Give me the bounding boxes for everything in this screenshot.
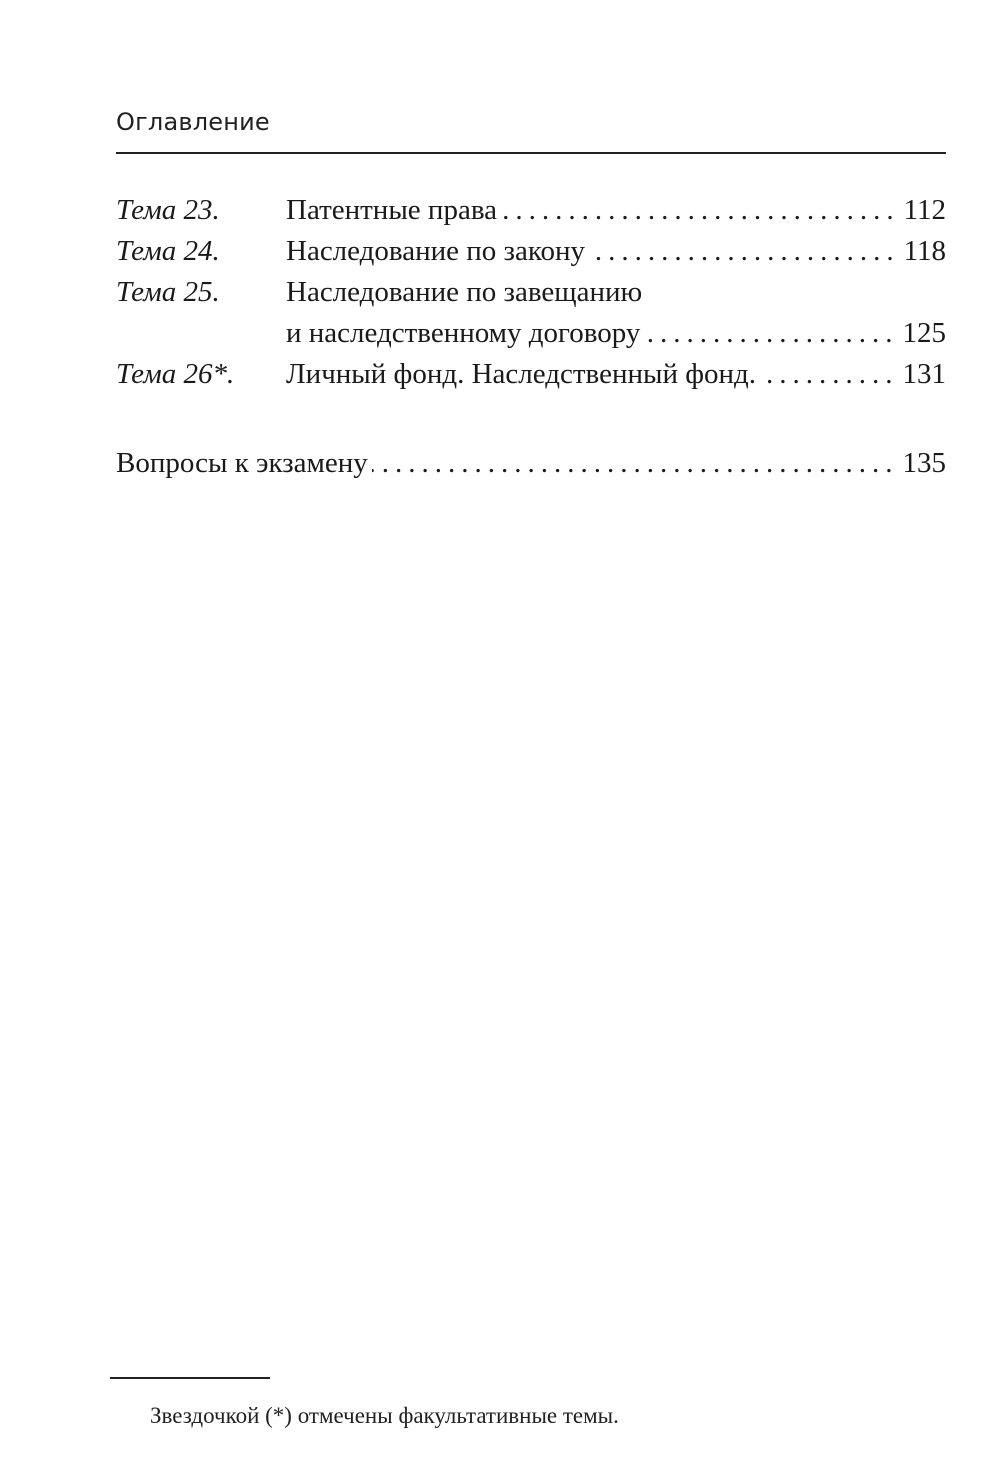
toc-entry-page: 135 xyxy=(902,447,946,479)
running-head: Оглавление xyxy=(116,108,270,136)
toc-entry-exam-questions[interactable] xyxy=(116,443,946,484)
dot-leader xyxy=(760,354,898,395)
footnote: Звездочкой (*) отмечены факультативные темы. xyxy=(150,1403,619,1428)
dot-leader xyxy=(372,443,899,484)
dot-leader xyxy=(644,313,898,354)
toc-entry-topic-24[interactable] xyxy=(116,231,946,272)
toc-entry-label: Тема 25. xyxy=(116,276,220,308)
header-rule xyxy=(116,152,946,154)
toc-entry-title-line-1: Наследование по завещанию xyxy=(286,276,643,308)
toc-entry-title: Наследование по закону xyxy=(286,235,585,267)
footnote-rule xyxy=(110,1377,270,1379)
dot-leader xyxy=(501,190,900,231)
toc-entry-page: 118 xyxy=(903,235,946,267)
toc-entry-page: 112 xyxy=(903,194,946,226)
toc-entry-topic-23[interactable] xyxy=(116,190,946,231)
toc-entry-page: 131 xyxy=(902,358,946,390)
toc-entry-title: Патентные права xyxy=(286,194,498,226)
toc-entry-title: Вопросы к экзамену xyxy=(116,447,368,479)
toc-entry-label: Тема 26*. xyxy=(116,358,235,390)
table-of-contents xyxy=(116,190,946,484)
toc-entry-page: 125 xyxy=(902,317,946,349)
toc-entry-title: Личный фонд. Наследственный фонд. xyxy=(286,358,757,390)
toc-entry-label: Тема 23. xyxy=(116,194,220,226)
toc-entry-title-line-2: и наследственному договору xyxy=(286,317,641,349)
toc-entry-label: Тема 24. xyxy=(116,235,220,267)
dot-leader xyxy=(589,231,900,272)
toc-entry-topic-25[interactable] xyxy=(116,272,946,354)
toc-spacer xyxy=(116,395,946,443)
toc-entry-topic-26[interactable] xyxy=(116,354,946,395)
